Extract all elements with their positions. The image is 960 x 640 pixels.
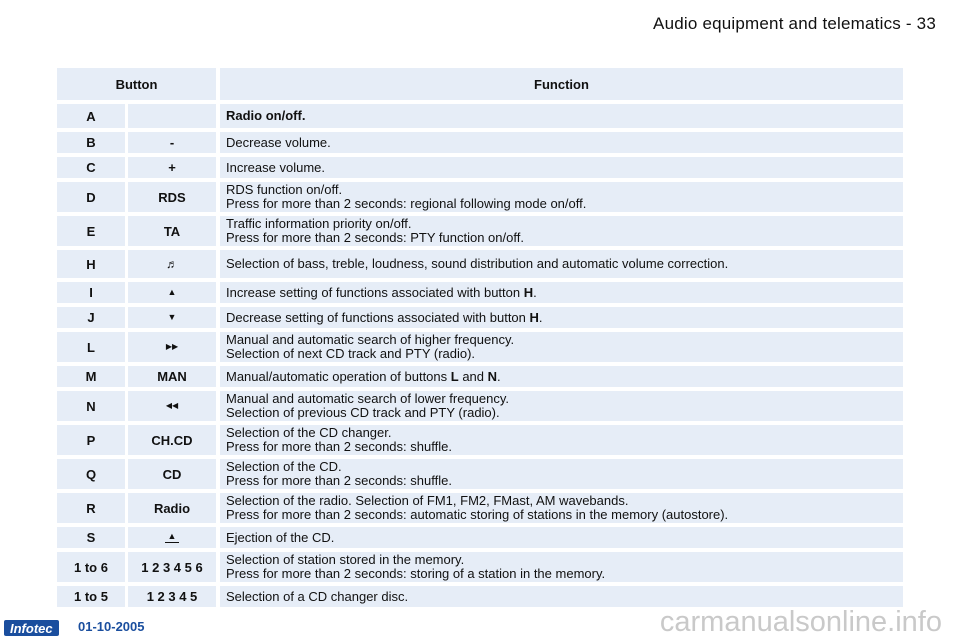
row-function-text: Decrease volume. bbox=[220, 132, 903, 153]
row-button-label bbox=[128, 332, 216, 362]
row-function-text: Increase setting of functions associated with button H. bbox=[220, 282, 903, 303]
row-function-text: Selection of station stored in the memory. Press for more than 2 seconds: storing of a station in the memory. bbox=[220, 552, 903, 582]
page-title: Audio equipment and telematics - 33 bbox=[653, 14, 936, 33]
row-button-label: MAN bbox=[128, 366, 216, 387]
row-function-text: Manual and automatic search of lower frequency. Selection of previous CD track and PTY (radio). bbox=[220, 391, 903, 421]
row-function-text: Ejection of the CD. bbox=[220, 527, 903, 548]
button-function-table bbox=[57, 68, 903, 611]
row-letter: I bbox=[57, 282, 125, 303]
infotec-logo: Infotec bbox=[4, 620, 59, 636]
rewind-icon: ◀◀ bbox=[165, 401, 179, 410]
row-letter: D bbox=[57, 182, 125, 212]
row-letter: E bbox=[57, 216, 125, 246]
triangle-down-icon: ▼ bbox=[167, 312, 177, 322]
row-function-text: Traffic information priority on/off. Press for more than 2 seconds: PTY function on/off. bbox=[220, 216, 903, 246]
row-function-text: Increase volume. bbox=[220, 157, 903, 178]
table-row bbox=[57, 552, 903, 582]
row-function-text: Selection of the CD changer. Press for more than 2 seconds: shuffle. bbox=[220, 425, 903, 455]
row-function-text: Radio on/off. bbox=[220, 104, 903, 128]
column-header-button: Button bbox=[57, 68, 216, 100]
table-row bbox=[57, 250, 903, 278]
row-letter: N bbox=[57, 391, 125, 421]
row-letter: L bbox=[57, 332, 125, 362]
row-function-text: Decrease setting of functions associated with button H. bbox=[220, 307, 903, 328]
row-letter: H bbox=[57, 250, 125, 278]
eject-icon: ▲ bbox=[165, 532, 179, 544]
row-button-label: Radio bbox=[128, 493, 216, 523]
row-function-text: Selection of the CD. Press for more than 2 seconds: shuffle. bbox=[220, 459, 903, 489]
table-header-row bbox=[57, 68, 903, 100]
row-button-label: TA bbox=[128, 216, 216, 246]
table-row bbox=[57, 157, 903, 178]
row-letter: R bbox=[57, 493, 125, 523]
row-button-label: RDS bbox=[128, 182, 216, 212]
row-function-text: Selection of bass, treble, loudness, sound distribution and automatic volume correction. bbox=[220, 250, 903, 278]
music-note-icon: ♬ bbox=[166, 257, 178, 271]
table-row bbox=[57, 182, 903, 212]
column-header-function: Function bbox=[220, 68, 903, 100]
row-button-label bbox=[128, 250, 216, 278]
row-function-text: Manual and automatic search of higher frequency. Selection of next CD track and PTY (radio). bbox=[220, 332, 903, 362]
row-button-label: 1 2 3 4 5 6 bbox=[128, 552, 216, 582]
triangle-up-icon: ▲ bbox=[167, 287, 177, 297]
row-button-label: CD bbox=[128, 459, 216, 489]
row-function-text: Selection of the radio. Selection of FM1, FM2, FMast, AM wavebands. Press for more than 2 seconds: automatic storing of stations in the memory (autostore). bbox=[220, 493, 903, 523]
row-button-label: - bbox=[128, 132, 216, 153]
row-button-label: 1 2 3 4 5 bbox=[128, 586, 216, 607]
row-button-label: + bbox=[128, 157, 216, 178]
table-row bbox=[57, 282, 903, 303]
row-letter: M bbox=[57, 366, 125, 387]
table-row bbox=[57, 459, 903, 489]
table-row bbox=[57, 104, 903, 128]
footer-date: 01-10-2005 bbox=[78, 619, 145, 634]
row-button-label bbox=[128, 104, 216, 128]
table-row bbox=[57, 332, 903, 362]
row-button-label bbox=[128, 391, 216, 421]
table-row bbox=[57, 425, 903, 455]
row-function-text: Selection of a CD changer disc. bbox=[220, 586, 903, 607]
table-row bbox=[57, 391, 903, 421]
row-letter: Q bbox=[57, 459, 125, 489]
table-row bbox=[57, 586, 903, 607]
row-letter: 1 to 6 bbox=[57, 552, 125, 582]
table-row bbox=[57, 493, 903, 523]
row-button-label bbox=[128, 307, 216, 328]
row-letter: 1 to 5 bbox=[57, 586, 125, 607]
table-row bbox=[57, 366, 903, 387]
row-letter: A bbox=[57, 104, 125, 128]
row-function-text: Manual/automatic operation of buttons L and N. bbox=[220, 366, 903, 387]
row-button-label bbox=[128, 527, 216, 548]
table-row bbox=[57, 307, 903, 328]
row-button-label: CH.CD bbox=[128, 425, 216, 455]
fast-forward-icon: ▶▶ bbox=[165, 342, 179, 351]
row-letter: C bbox=[57, 157, 125, 178]
table-row bbox=[57, 132, 903, 153]
row-letter: S bbox=[57, 527, 125, 548]
row-letter: P bbox=[57, 425, 125, 455]
row-function-text: RDS function on/off. Press for more than 2 seconds: regional following mode on/off. bbox=[220, 182, 903, 212]
table-row bbox=[57, 527, 903, 548]
row-letter: B bbox=[57, 132, 125, 153]
row-letter: J bbox=[57, 307, 125, 328]
table-row bbox=[57, 216, 903, 246]
row-button-label bbox=[128, 282, 216, 303]
watermark: carmanualsonline.info bbox=[659, 606, 942, 638]
